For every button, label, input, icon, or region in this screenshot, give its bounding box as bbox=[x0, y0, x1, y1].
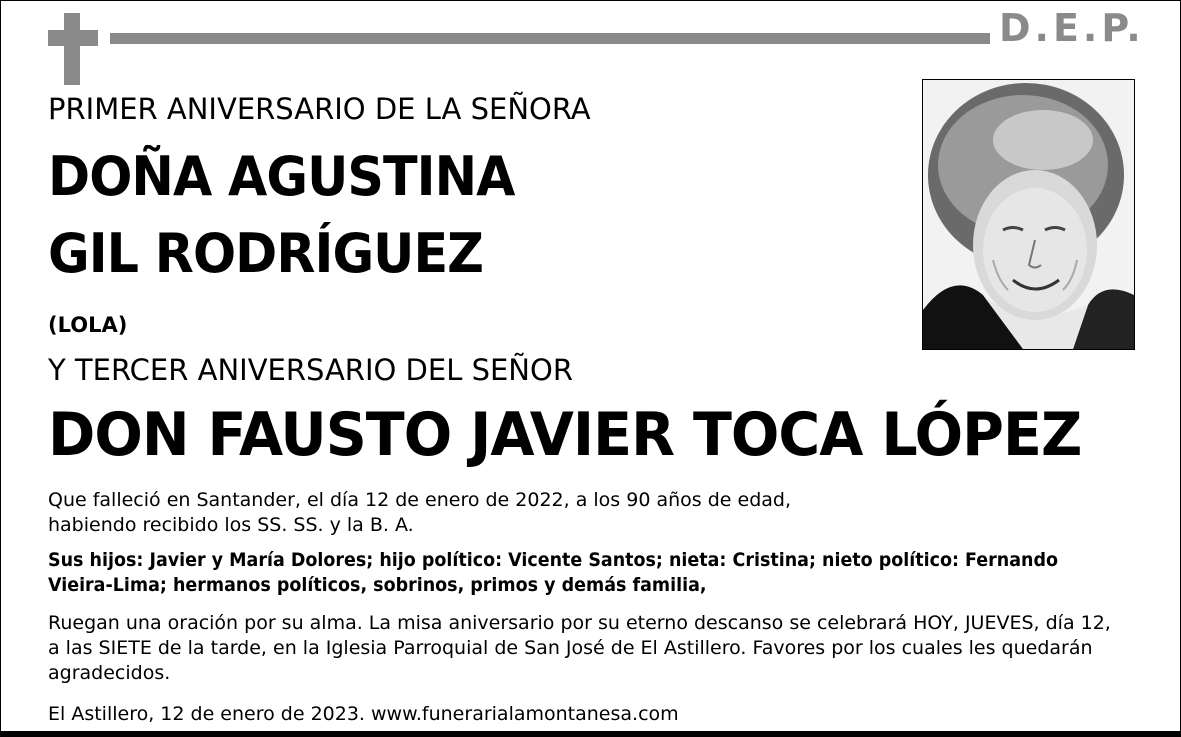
nombre-1-linea-2: GIL RODRÍGUEZ bbox=[48, 222, 484, 285]
fallecimiento-paragraph bbox=[48, 488, 1148, 538]
header-rule bbox=[110, 33, 990, 44]
pie-paragraph bbox=[48, 702, 1148, 727]
portrait-photo bbox=[922, 79, 1135, 350]
tercer-aniversario-heading: Y TERCER ANIVERSARIO DEL SEÑOR bbox=[48, 353, 573, 387]
primer-aniversario-heading: PRIMER ANIVERSARIO DE LA SEÑORA bbox=[48, 92, 591, 126]
cross-icon bbox=[64, 13, 80, 85]
portrait-image bbox=[923, 80, 1134, 349]
cross-icon-bar bbox=[48, 30, 98, 46]
ruego-linea-2: a las SIETE de la tarde, en la Iglesia Parroquial de San José de El Astillero. Favores por los cuales les quedarán bbox=[48, 637, 1093, 659]
fallecimiento-linea-1: Que falleció en Santander, el día 12 de enero de 2022, a los 90 años de edad, bbox=[48, 489, 791, 511]
ruego-linea-1: Ruegan una oración por su alma. La misa aniversario por su eterno descanso se celebrará HOY, JUEVES, día 12, bbox=[48, 612, 1111, 634]
nombre-2: DON FAUSTO JAVIER TOCA LÓPEZ bbox=[48, 400, 1082, 470]
fallecimiento-linea-2: habiendo recibido los SS. SS. y la B. A. bbox=[48, 514, 414, 536]
familia-paragraph bbox=[48, 548, 1060, 598]
ruego-linea-3: agradecidos. bbox=[48, 662, 171, 684]
nombre-1-linea-1: DOÑA AGUSTINA bbox=[48, 145, 515, 208]
pie-texto: El Astillero, 12 de enero de 2023. www.funerarialamontanesa.com bbox=[48, 703, 679, 725]
bottom-rule bbox=[1, 731, 1180, 737]
ruego-paragraph bbox=[48, 611, 1148, 686]
dep-label: D.E.P. bbox=[999, 6, 1145, 50]
familia-linea-2: Vieira-Lima; hermanos políticos, sobrinos, primos y demás familia, bbox=[48, 574, 707, 596]
apodo: (LOLA) bbox=[48, 313, 128, 337]
familia-linea-1: Sus hijos: Javier y María Dolores; hijo político: Vicente Santos; nieta: Cristina; nieto político: Fernando bbox=[48, 549, 1058, 571]
